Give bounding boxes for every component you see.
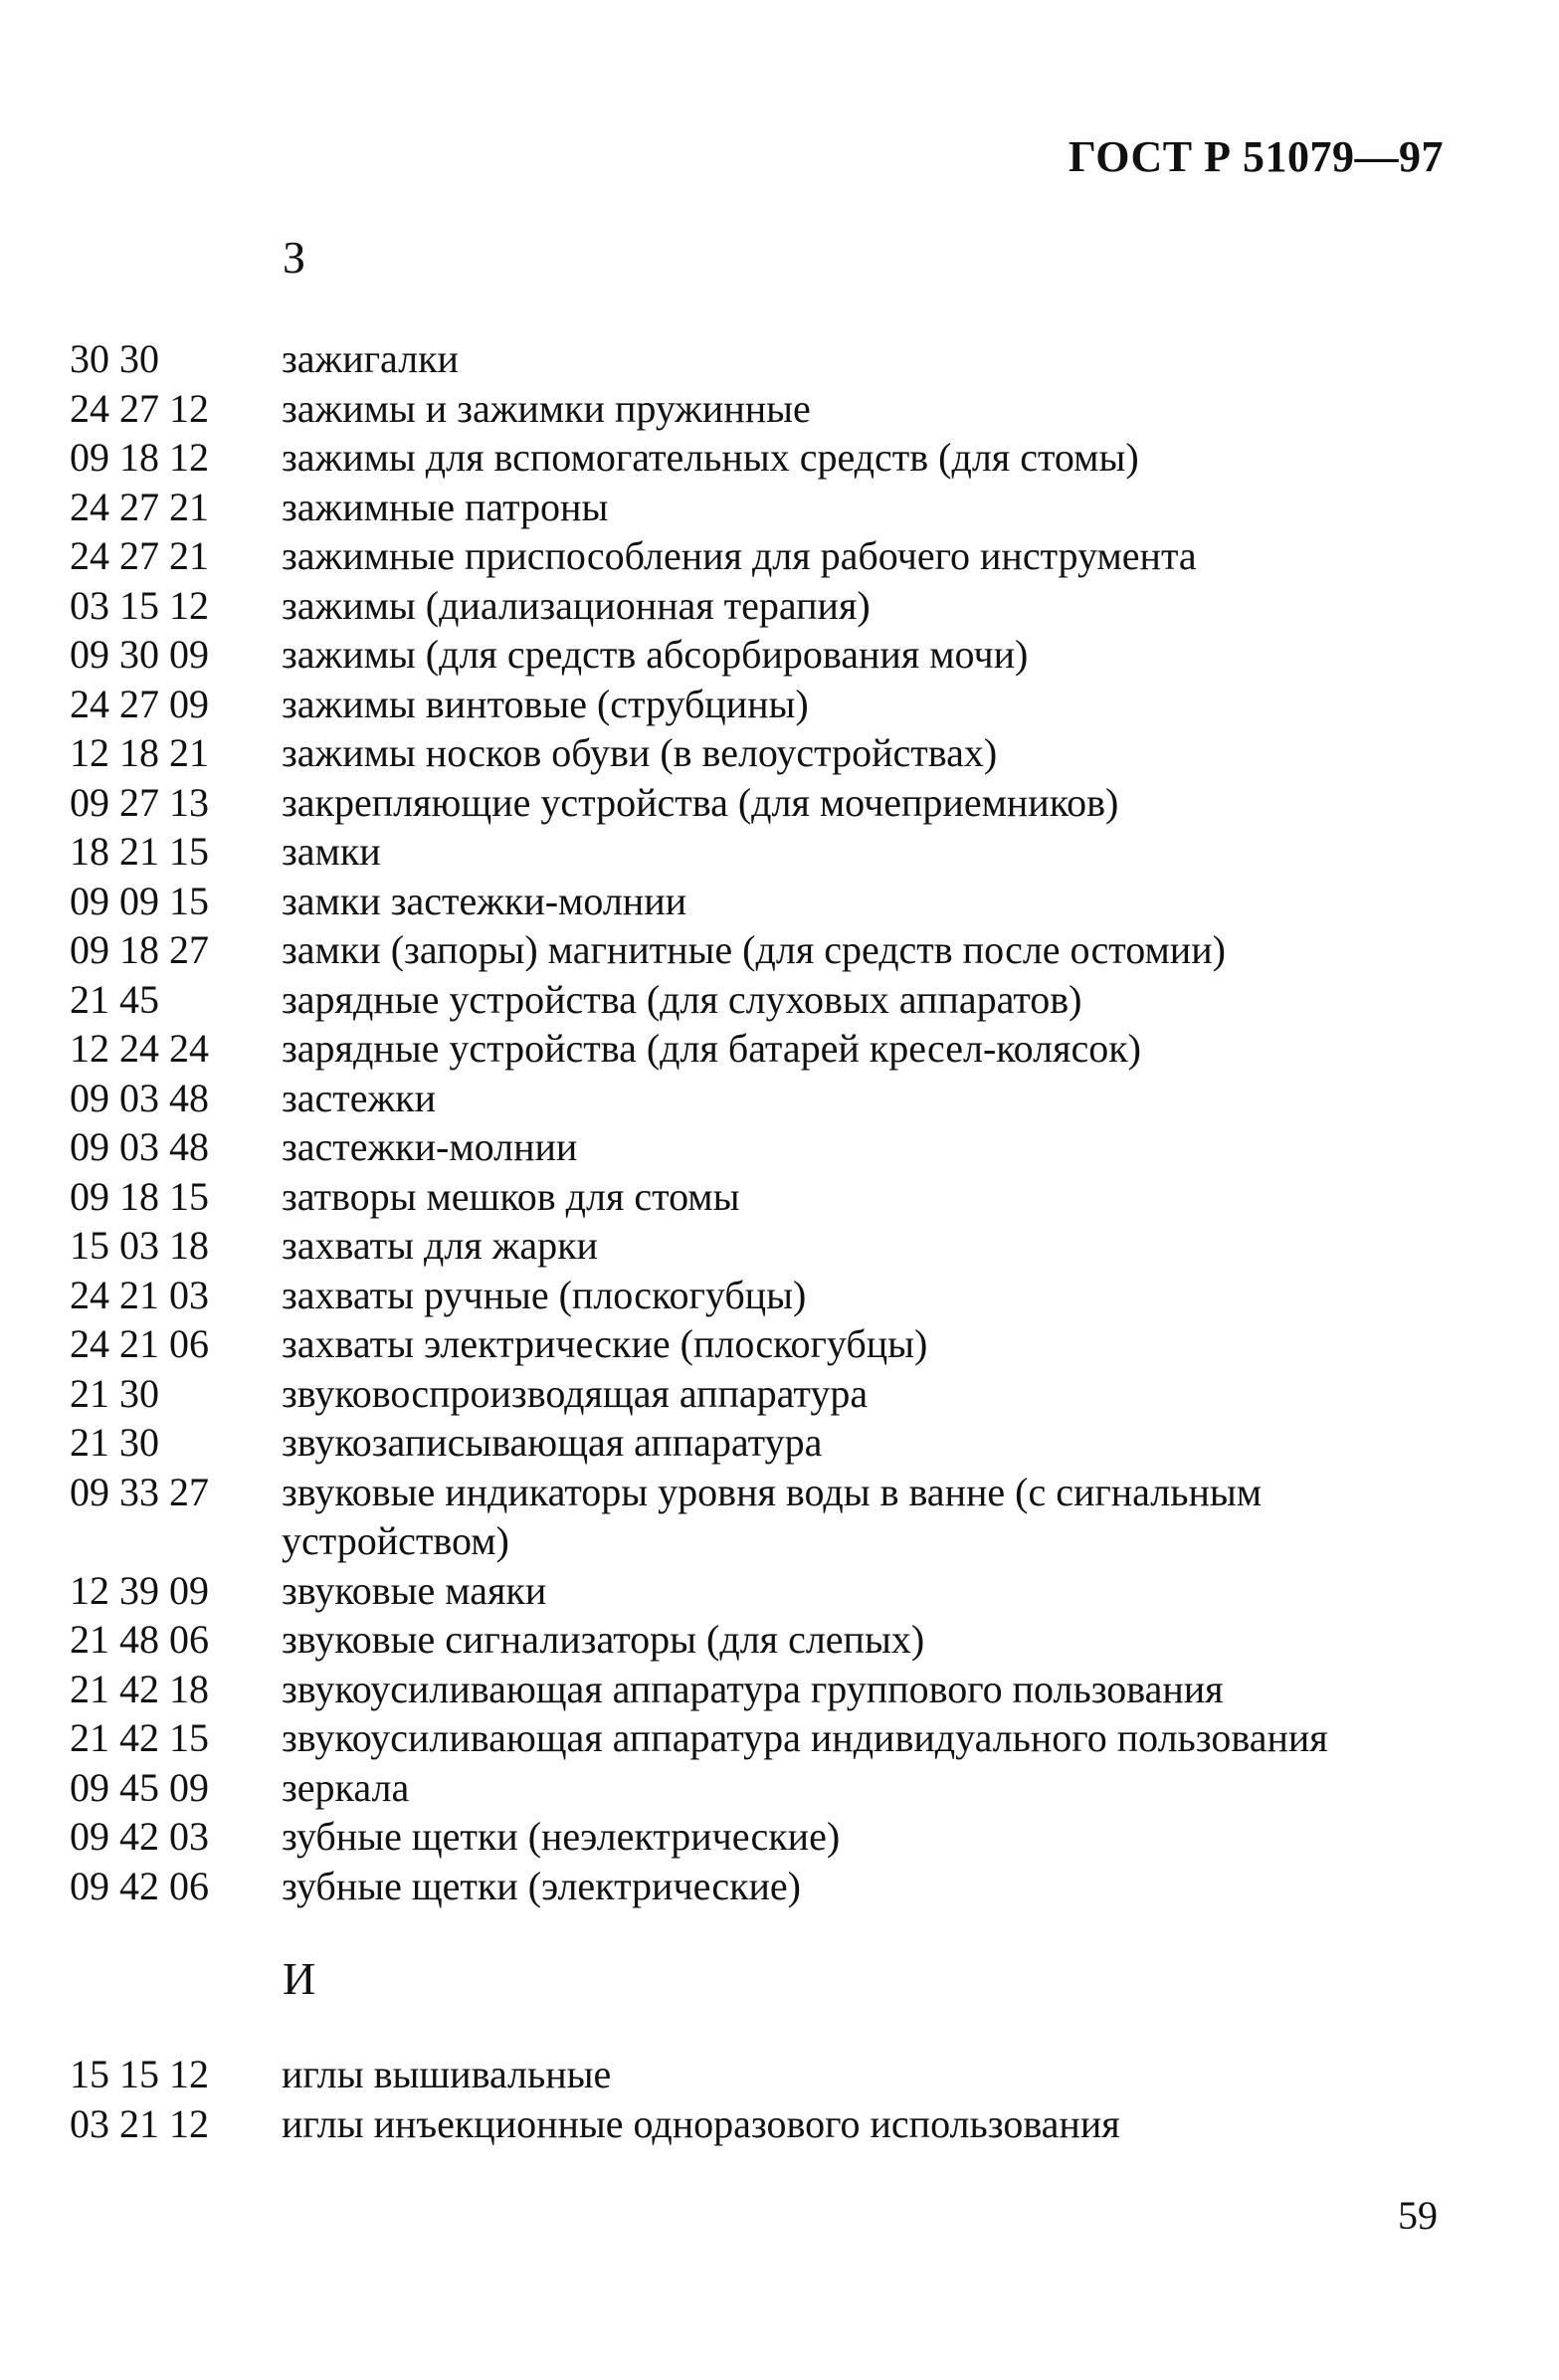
index-entry (70, 728, 1482, 778)
entry-term: застежки (282, 1075, 437, 1120)
entry-term: закрепляющие устройства (для мочеприемников) (282, 779, 1119, 825)
index-entry (70, 1713, 1482, 1763)
index-entry (70, 1024, 1482, 1074)
index-entry (70, 1319, 1482, 1369)
entry-code: 21 30 (70, 1420, 159, 1465)
entry-code: 09 18 12 (70, 435, 209, 480)
entry-term: захваты ручные (плоскогубцы) (282, 1272, 807, 1317)
entry-code: 21 42 15 (70, 1715, 209, 1760)
entry-term: зарядные устройства (для батарей кресел-колясок) (282, 1026, 1142, 1071)
index-entry (70, 1763, 1482, 1813)
index-entry (70, 2050, 1482, 2099)
entry-term: зажимные приспособления для рабочего инструмента (282, 533, 1197, 578)
index-entry (70, 778, 1482, 828)
entry-term: застежки-молнии (282, 1124, 578, 1169)
entry-code: 09 42 06 (70, 1863, 209, 1908)
entry-code: 21 48 06 (70, 1617, 209, 1662)
index-entry (70, 1418, 1482, 1468)
index-entry (70, 384, 1482, 434)
index-entry (70, 433, 1482, 483)
entry-term: зажимные патроны (282, 484, 609, 529)
entry-code: 24 27 21 (70, 533, 209, 578)
entry-term: звуковоспроизводящая аппаратура (282, 1370, 869, 1416)
document-header: ГОСТ Р 51079—97 (1068, 132, 1444, 181)
index-entry (70, 1615, 1482, 1665)
index-entry (70, 2099, 1482, 2149)
index-entry (70, 581, 1482, 631)
entry-term: иглы инъекционные одноразового использования (282, 2100, 1120, 2146)
entry-code: 21 30 (70, 1370, 159, 1416)
entry-code: 09 03 48 (70, 1124, 209, 1169)
entry-code: 24 21 06 (70, 1321, 209, 1366)
entry-term: звукоусиливающая аппаратура индивидуального пользования (282, 1715, 1328, 1760)
index-entry (70, 531, 1482, 581)
entry-code: 21 42 18 (70, 1666, 209, 1711)
index-entry (70, 1271, 1482, 1320)
entry-code: 24 27 09 (70, 681, 209, 726)
entry-term: зажигалки (282, 336, 459, 381)
entry-term: звукоусиливающая аппаратура группового пользования (282, 1666, 1224, 1711)
index-entry (70, 483, 1482, 532)
entry-term: зажимы (диализационная терапия) (282, 582, 871, 628)
entry-term: зажимы (для средств абсорбирования мочи) (282, 632, 1029, 677)
index-entry (70, 827, 1482, 877)
entry-code: 24 27 12 (70, 385, 209, 431)
entry-term: зубные щетки (электрические) (282, 1863, 801, 1908)
entry-term: зажимы носков обуви (в велоустройствах) (282, 730, 998, 775)
index-entry (70, 1566, 1482, 1616)
entry-code: 15 15 12 (70, 2052, 209, 2096)
index-entry (70, 1369, 1482, 1419)
entry-term: захваты электрические (плоскогубцы) (282, 1321, 928, 1366)
entry-term: замки застежки-молнии (282, 878, 687, 923)
entry-code: 30 30 (70, 336, 159, 381)
entry-term: зажимы для вспомогательных средств (для стомы) (282, 435, 1139, 480)
entry-term: зарядные устройства (для слуховых аппаратов) (282, 976, 1082, 1022)
entry-code: 03 21 12 (70, 2100, 209, 2146)
entry-code: 24 27 21 (70, 484, 209, 529)
entry-term: замки (282, 829, 381, 874)
index-entry (70, 1665, 1482, 1714)
entry-term: зеркала (282, 1764, 410, 1810)
index-entry (70, 1812, 1482, 1862)
index-entry (70, 680, 1482, 729)
entry-code: 09 09 15 (70, 878, 209, 923)
entry-term: зубные щетки (неэлектрические) (282, 1814, 841, 1859)
entry-term: звуковые индикаторы уровня воды в ванне (с сигнальным устройством) (282, 1469, 1263, 1563)
entry-term: затворы мешков для стомы (282, 1173, 740, 1219)
entry-code: 09 27 13 (70, 779, 209, 825)
entry-code: 09 18 15 (70, 1173, 209, 1219)
entry-term: зажимы и зажимки пружинные (282, 385, 811, 431)
index-entry (70, 1862, 1482, 1911)
entry-term: звуковые сигнализаторы (для слепых) (282, 1617, 925, 1662)
section-letter-z: З (283, 232, 306, 283)
entry-code: 03 15 12 (70, 582, 209, 628)
entry-code: 18 21 15 (70, 829, 209, 874)
entry-term: замки (запоры) магнитные (для средств после остомии) (282, 927, 1226, 972)
page-number: 59 (1398, 2193, 1438, 2238)
index-entry (70, 877, 1482, 926)
entry-code: 21 45 (70, 976, 159, 1022)
entry-code: 12 24 24 (70, 1026, 209, 1071)
entry-code: 09 03 48 (70, 1075, 209, 1120)
index-entry (70, 334, 1482, 384)
entry-code: 24 21 03 (70, 1272, 209, 1317)
entry-code: 09 42 03 (70, 1814, 209, 1859)
index-entry (70, 1468, 1482, 1566)
entry-code: 12 18 21 (70, 730, 209, 775)
index-entry (70, 1122, 1482, 1172)
entry-code: 09 33 27 (70, 1469, 209, 1514)
index-entry (70, 1074, 1482, 1123)
entry-code: 09 30 09 (70, 632, 209, 677)
index-entry (70, 1221, 1482, 1271)
entry-list-i (70, 2050, 1482, 2148)
entry-code: 12 39 09 (70, 1567, 209, 1613)
entry-term: иглы вышивальные (282, 2052, 612, 2096)
entry-term: звуковые маяки (282, 1567, 547, 1613)
entry-term: звукозаписывающая аппаратура (282, 1420, 823, 1465)
index-entry (70, 925, 1482, 975)
entry-term: зажимы винтовые (струбцины) (282, 681, 809, 726)
index-entry (70, 1172, 1482, 1222)
entry-list-z (70, 334, 1482, 1910)
entry-code: 09 18 27 (70, 927, 209, 972)
entry-term: захваты для жарки (282, 1223, 598, 1268)
index-entry (70, 630, 1482, 680)
entry-code: 09 45 09 (70, 1764, 209, 1810)
section-letter-i: И (283, 1953, 316, 2004)
index-entry (70, 975, 1482, 1025)
entry-code: 15 03 18 (70, 1223, 209, 1268)
